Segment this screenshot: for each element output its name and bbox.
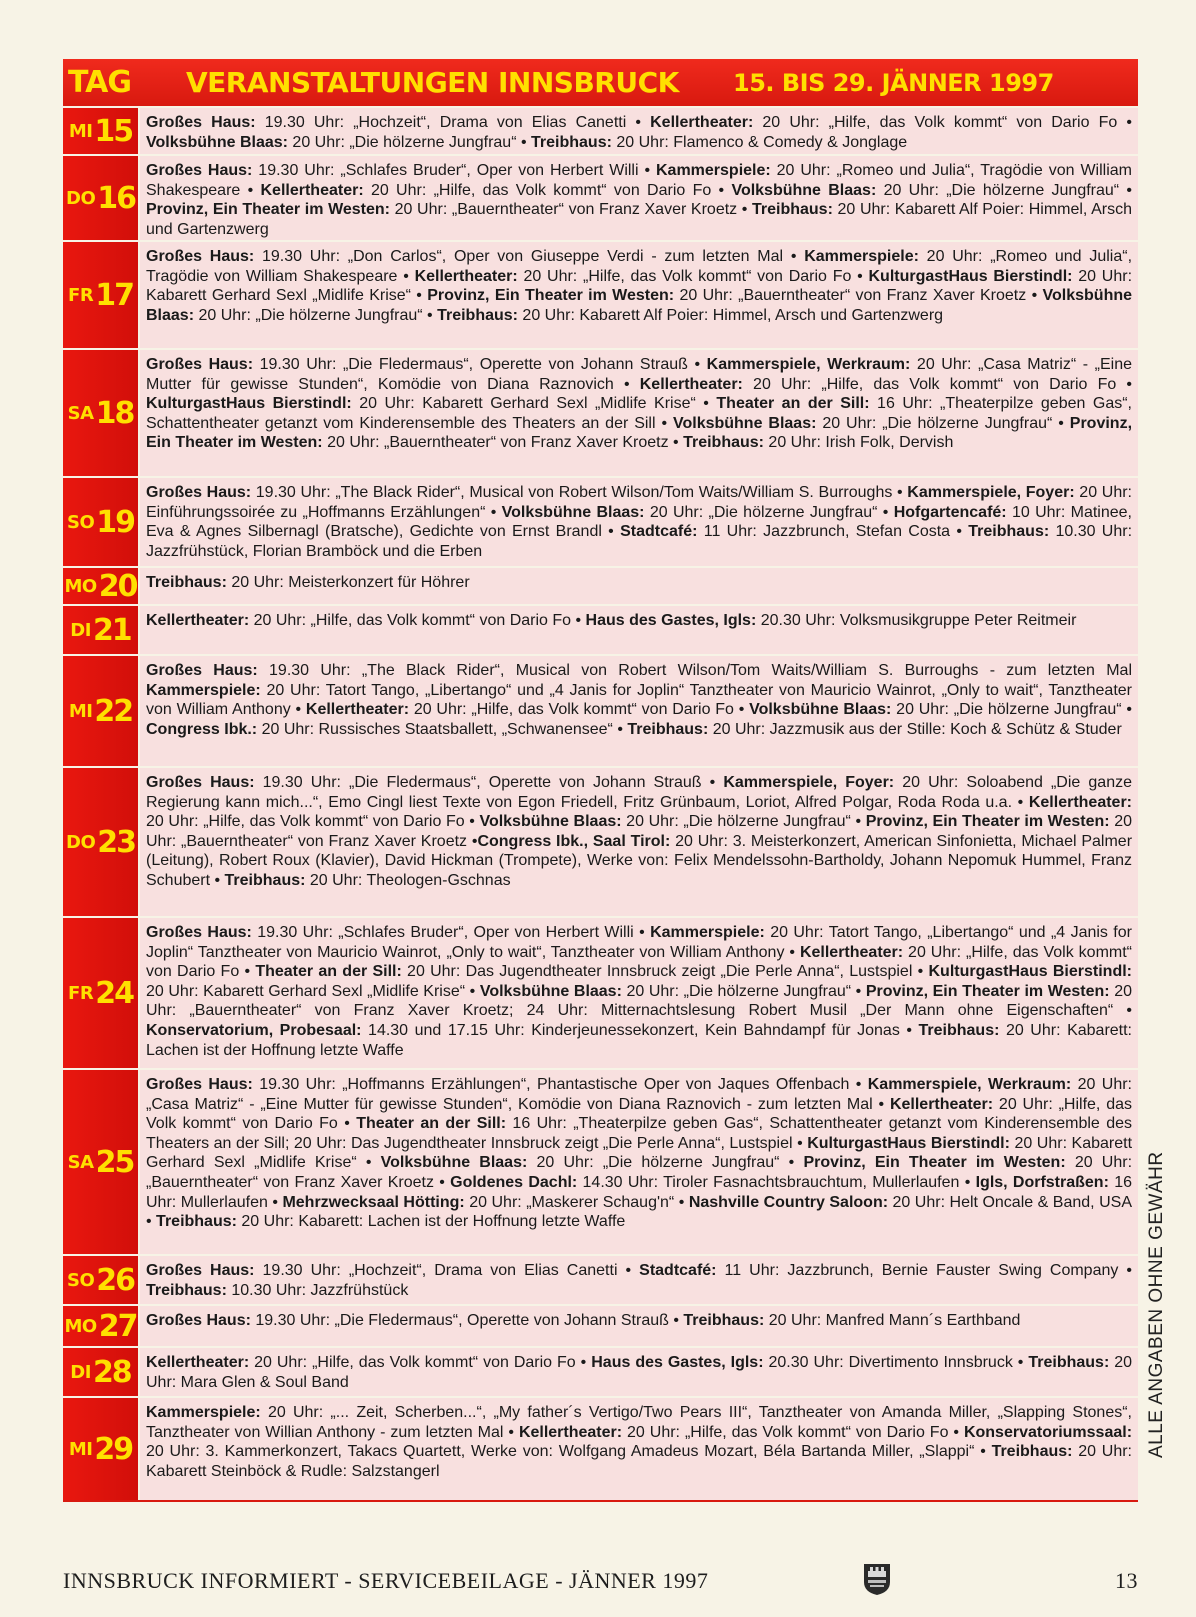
event-details: 20 Uhr: Das Jugendtheater Innsbruck zeigt „Die Perle Anna“, Lustspiel •: [401, 963, 929, 981]
weekday-abbr: MO: [64, 575, 97, 597]
venue-name: Congress Ibk., Saal Tirol:: [477, 832, 671, 850]
venue-name: Treibhaus:: [991, 1443, 1073, 1461]
day-number: 26: [96, 1262, 134, 1298]
venue-name: Großes Haus:: [146, 1312, 251, 1329]
venue-name: Treibhaus:: [752, 201, 833, 219]
event-details: 20 Uhr: Kabarett Gerhard Sexl „Midlife Krise“ •: [146, 982, 480, 1000]
venue-name: Kellertheater:: [305, 701, 410, 719]
event-details: 19.30 Uhr: „Don Carlos“, Oper von Giuseppe Verdi - zum letzten Mal •: [254, 248, 805, 265]
weekday-abbr: SO: [66, 1269, 95, 1291]
venue-name: KulturgastHaus Bierstindl:: [146, 395, 352, 413]
venue-name: Volksbühne Blaas:: [146, 133, 288, 151]
event-details: 20 Uhr: „Hilfe, das Volk kommt“ von Dario Fo •: [249, 1354, 592, 1371]
venue-name: Treibhaus:: [968, 523, 1050, 541]
event-row: [63, 1254, 1138, 1304]
venue-name: Provinz, Ein Theater im Westen:: [803, 1154, 1066, 1172]
venue-name: Konservatorium, Probesaal:: [146, 1021, 362, 1039]
event-details: 20 Uhr: Jazzmusik aus der Stille: Koch & Schütz & Studer: [708, 720, 1122, 738]
event-details: 20 Uhr: Kabarett Gerhard Sexl „Midlife Krise“ •: [146, 267, 1133, 305]
day-number: 16: [97, 180, 135, 216]
venue-name: Treibhaus:: [531, 133, 612, 151]
event-details: 20 Uhr: „... Zeit, Scherben...“, „My father´s Vertigo/Two Pears III“, Tanztheater von Amanda Miller, „Slapping Stones“, Tanztheater von Willian Anthony - zum letzten Mal •: [146, 1404, 1132, 1441]
weekday-abbr: DO: [66, 831, 96, 853]
event-listing: [138, 1306, 1138, 1346]
venue-name: Haus des Gastes, Igls:: [585, 612, 757, 629]
day-number: 18: [95, 395, 134, 431]
venue-name: Nashville Country Saloon:: [688, 1193, 889, 1211]
event-details: 20 Uhr: Kabarett: Lachen ist der Hoffnung letzte Waffe: [146, 1021, 1133, 1059]
day-number: 15: [94, 113, 133, 149]
event-details: 20 Uhr: Flamenco & Comedy & Jonglage: [611, 133, 908, 151]
day-label: [63, 1348, 138, 1396]
event-listing: [138, 918, 1138, 1068]
table-header: [63, 59, 1138, 106]
day-number: 24: [95, 975, 133, 1011]
day-label: [63, 156, 138, 240]
header-tag-label: TAG: [68, 65, 131, 100]
event-details: 20 Uhr: Tatort Tango, „Libertango“ und „4 Janis for Joplin“ Tanztheater von Mauricio Wainrot, „Only to wait“, Tanztheater von William Anthony •: [146, 681, 1132, 719]
venue-name: Volksbühne Blaas:: [672, 414, 817, 432]
venue-name: Theater an der Sill:: [255, 963, 402, 981]
venue-name: KulturgastHaus Bierstindl:: [868, 267, 1073, 285]
disclaimer-note: ALLE ANGABEN OHNE GEWÄHR: [1146, 1151, 1167, 1458]
event-listing: [138, 1070, 1138, 1254]
event-row: [63, 1396, 1138, 1500]
venue-name: Großes Haus:: [146, 924, 252, 941]
weekday-abbr: FR: [68, 982, 94, 1004]
event-details: 20 Uhr: Manfred Mann´s Earthband: [764, 1312, 1021, 1329]
event-details: 20 Uhr: „Maskerer Schaug'n“ •: [464, 1193, 689, 1211]
event-row: [63, 916, 1138, 1068]
event-details: 20 Uhr: „Die hölzerne Jungfrau“ •: [816, 414, 1070, 432]
event-listing: [138, 350, 1138, 476]
day-number: 25: [95, 1144, 134, 1180]
event-details: 20 Uhr: Theologen-Gschnas: [305, 871, 511, 889]
event-details: 20 Uhr: „Casa Matriz“ - „Eine Mutter für gewisse Stunden“, Komödie von Diana Raznovich •: [146, 356, 1132, 393]
day-number: 29: [94, 1431, 133, 1467]
event-details: 19.30 Uhr: „Die Fledermaus“, Operette von Johann Strauß •: [253, 356, 707, 373]
venue-name: Großes Haus:: [146, 662, 258, 679]
weekday-abbr: SA: [67, 402, 94, 424]
event-row: [63, 154, 1138, 240]
weekday-abbr: DI: [70, 619, 91, 641]
event-details: 20 Uhr: „Die hölzerne Jungfrau“ •: [891, 701, 1132, 719]
event-row: [63, 566, 1138, 604]
venue-name: Goldenes Dachl:: [450, 1173, 578, 1191]
venue-name: Treibhaus:: [627, 720, 709, 738]
venue-name: Kammerspiele, Foyer:: [907, 484, 1075, 501]
event-row: [63, 348, 1138, 476]
event-details: 10.30 Uhr: Jazzfrühstück: [226, 1281, 409, 1299]
event-details: 11 Uhr: Jazzbrunch, Stefan Costa •: [697, 523, 969, 541]
event-details: 20.30 Uhr: Divertimento Innsbruck •: [763, 1354, 1029, 1371]
event-details: 20 Uhr: Tatort Tango, „Libertango“ und „4 Janis for Joplin“ Tanztheater von Mauricio Wainrot, „Only to wait“, Tanztheater von William Anthony •: [146, 924, 1132, 961]
day-number: 19: [96, 504, 134, 540]
event-listing: [138, 108, 1138, 154]
venue-name: Provinz, Ein Theater im Westen:: [427, 287, 675, 305]
weekday-abbr: MI: [68, 120, 93, 142]
event-details: 20 Uhr: „Bauerntheater“ von Franz Xaver Kroetz •: [146, 1154, 1133, 1191]
event-details: 20.30 Uhr: Volksmusikgruppe Peter Reitmeir: [756, 612, 1077, 629]
event-details: 20 Uhr: Meisterkonzert für Höhrer: [226, 574, 470, 591]
day-label: [63, 1256, 138, 1304]
day-number: 28: [92, 1354, 131, 1390]
event-details: 20 Uhr: „Hilfe, das Volk kommt“ von Dario Fo •: [146, 1095, 1132, 1133]
event-details: 20 Uhr: „Die hölzerne Jungfrau“ •: [527, 1154, 804, 1172]
event-details: 20 Uhr: „Die hölzerne Jungfrau“ •: [194, 306, 438, 324]
event-details: 20 Uhr: „Die hölzerne Jungfrau“ •: [876, 181, 1133, 199]
header-title: VERANSTALTUNGEN INNSBRUCK: [186, 66, 679, 99]
event-details: 20 Uhr: Kabarett: Lachen ist der Hoffnung letzte Waffe: [236, 1213, 626, 1231]
event-row: [63, 1346, 1138, 1396]
event-details: 20 Uhr: „Bauerntheater“ von Franz Xaver Kroetz •: [322, 434, 684, 452]
event-details: 20 Uhr: „Casa Matriz“ - „Eine Mutter für gewisse Stunden“, Komödie von Diana Raznovich - zum letzten Mal •: [146, 1076, 1133, 1113]
event-details: 20 Uhr: „Hilfe, das Volk kommt“ von Dario Fo •: [249, 612, 586, 629]
day-number: 23: [97, 824, 135, 860]
event-details: 20 Uhr: „Hilfe, das Volk kommt“ von Dario Fo •: [363, 181, 732, 199]
event-details: 20 Uhr: „Hilfe, das Volk kommt“ von Dario Fo •: [146, 813, 480, 831]
event-details: 20 Uhr: Kabarett Gerhard Sexl „Midlife Krise“ •: [351, 395, 717, 413]
event-details: 16 Uhr: „Theaterpilze geben Gas“, Schattentheater getanzt vom Kinderensemble des Theaters an der Sill •: [146, 395, 1133, 432]
event-details: 11 Uhr: Jazzbrunch, Bernie Fauster Swing Company •: [716, 1262, 1132, 1279]
event-details: 19.30 Uhr: „Hochzeit“, Drama von Elias Canetti •: [255, 114, 651, 131]
venue-name: Volksbühne Blaas:: [749, 701, 892, 719]
venue-name: Treibhaus:: [437, 306, 518, 324]
event-details: 20 Uhr: „Die hölzerne Jungfrau“ •: [621, 982, 866, 1000]
event-details: 10.30 Uhr: Jazzfrühstück, Florian Bramböck und die Erben: [146, 523, 1133, 560]
event-rows: [63, 106, 1138, 1500]
event-details: 20 Uhr: Kabarett Alf Poier: Himmel, Arsch und Gartenzwerg: [517, 306, 944, 324]
venue-name: Theater an der Sill:: [716, 395, 870, 413]
footer-publication: INNSBRUCK INFORMIERT - SERVICEBEILAGE - JÄNNER 1997: [63, 1568, 709, 1593]
venue-name: Kellertheater:: [889, 1095, 994, 1113]
venue-name: Kammerspiele, Werkraum:: [706, 356, 911, 373]
page-number: 13: [1115, 1568, 1138, 1593]
venue-name: Kellertheater:: [650, 114, 754, 131]
venue-name: Großes Haus:: [146, 248, 255, 265]
header-dates: 15. BIS 29. JÄNNER 1997: [733, 68, 1054, 97]
venue-name: Kammerspiele:: [650, 924, 765, 941]
day-label: [63, 768, 138, 916]
weekday-abbr: DO: [66, 187, 96, 209]
venue-name: KulturgastHaus Bierstindl:: [928, 963, 1132, 981]
venue-name: Stadtcafé:: [639, 1262, 717, 1279]
day-number: 21: [92, 612, 131, 648]
venue-name: Großes Haus:: [146, 162, 253, 179]
event-row: [63, 240, 1138, 348]
event-details: 20 Uhr: „Bauerntheater“ von Franz Xaver Kroetz •: [390, 201, 752, 219]
event-listing: [138, 768, 1138, 916]
event-details: 20 Uhr: „Die hölzerne Jungfrau“ •: [621, 813, 866, 831]
event-details: 19.30 Uhr: „Schlafes Bruder“, Oper von Herbert Willi •: [251, 924, 651, 941]
event-details: 20 Uhr: 3. Kammerkonzert, Takacs Quartett, Werke von: Wolfgang Amadeus Mozart, Béla Bartanda Miller, „Slappi“ •: [146, 1443, 992, 1461]
event-details: 20 Uhr: Einführungssoirée zu „Hoffmanns Erzählungen“ •: [146, 484, 1132, 521]
event-listing: [138, 478, 1138, 566]
venue-name: Provinz, Ein Theater im Westen:: [146, 201, 391, 219]
event-listing: [138, 242, 1138, 348]
venue-name: Treibhaus:: [683, 1312, 765, 1329]
venue-name: Volksbühne Blaas:: [380, 1154, 528, 1172]
venue-name: Kammerspiele:: [656, 162, 771, 179]
venue-name: Theater an der Sill:: [356, 1115, 507, 1133]
venue-name: Volksbühne Blaas:: [479, 813, 622, 831]
day-label: [63, 108, 138, 154]
venue-name: Großes Haus:: [146, 484, 252, 501]
venue-name: Volksbühne Blaas:: [479, 982, 622, 1000]
venue-name: Treibhaus:: [224, 871, 306, 889]
venue-name: Großes Haus:: [146, 114, 256, 131]
event-listing: [138, 606, 1138, 654]
day-label: [63, 242, 138, 348]
event-details: 20 Uhr: Kabarett Alf Poier: Himmel, Arsch und Gartenzwerg: [146, 201, 1133, 238]
event-details: 14.30 und 17.15 Uhr: Kinderjeunessekonzert, Kein Bahndampf für Jonas •: [361, 1021, 919, 1039]
venue-name: Großes Haus:: [146, 356, 254, 373]
event-details: 20 Uhr: Russisches Staatsballett, „Schwanensee“ •: [257, 720, 628, 738]
venue-name: Treibhaus:: [1028, 1354, 1110, 1371]
weekday-abbr: DI: [70, 1361, 91, 1383]
weekday-abbr: FR: [68, 284, 94, 306]
weekday-abbr: SO: [66, 511, 95, 533]
venue-name: Großes Haus:: [146, 1262, 255, 1279]
weekday-abbr: SA: [67, 1151, 94, 1173]
event-details: 19.30 Uhr: „Die Fledermaus“, Operette von Johann Strauß •: [254, 774, 724, 791]
weekday-abbr: MO: [64, 1315, 97, 1337]
event-row: [63, 1304, 1138, 1346]
venue-name: Kammerspiele:: [804, 248, 919, 265]
day-label: [63, 1070, 138, 1254]
event-listing: [138, 656, 1138, 766]
venue-name: Mehrzwecksaal Hötting:: [282, 1193, 465, 1211]
venue-name: Kellertheater:: [1028, 793, 1132, 811]
venue-name: Treibhaus:: [146, 574, 227, 591]
event-listing: [138, 568, 1138, 604]
day-label: [63, 656, 138, 766]
day-number: 27: [98, 1308, 137, 1344]
day-label: [63, 568, 138, 604]
event-details: 20 Uhr: „Romeo und Julia“, Tragödie von William Shakespeare •: [146, 162, 1132, 199]
event-details: 20 Uhr: „Romeo und Julia“, Tragödie von William Shakespeare •: [146, 248, 1133, 285]
event-row: [63, 604, 1138, 654]
event-details: 20 Uhr: 3. Meisterkonzert, American Sinfonietta, Michael Palmer (Leitung), Robert Roux (Klavier), David Hickman (Trompete), Werke von: Felix Mendelssohn-Bartholdy, Johann Nepomuk Hummel, Franz Schubert •: [146, 832, 1133, 889]
weekday-abbr: MI: [68, 700, 93, 722]
event-details: 20 Uhr: „Bauerntheater“ von Franz Xaver Kroetz •: [674, 287, 1043, 305]
venue-name: Kellertheater:: [518, 1423, 623, 1441]
venue-name: Konservatoriumssaal:: [963, 1423, 1133, 1441]
event-details: 20 Uhr: Mara Glen & Soul Band: [146, 1354, 1133, 1391]
event-details: 20 Uhr: „Hilfe, das Volk kommt“ von Dario Fo •: [753, 114, 1133, 131]
event-listing: [138, 1398, 1138, 1500]
event-details: 20 Uhr: „Hilfe, das Volk kommt“ von Dario Fo •: [742, 375, 1132, 393]
event-details: 20 Uhr: „Bauerntheater“ von Franz Xaver Kroetz; 24 Uhr: Mitternachtslesung Robert Musil „Der Mann ohne Eigenschaften“ •: [146, 982, 1133, 1020]
event-row: [63, 766, 1138, 916]
event-details: 20 Uhr: „Hilfe, das Volk kommt“ von Dario Fo •: [409, 701, 750, 719]
event-details: 19.30 Uhr: „Schlafes Bruder“, Oper von Herbert Willi •: [252, 162, 656, 179]
event-details: 20 Uhr: „Die hölzerne Jungfrau“ •: [287, 133, 532, 151]
venue-name: Kellertheater:: [260, 181, 364, 199]
weekday-abbr: MI: [68, 1438, 93, 1460]
venue-name: Treibhaus:: [918, 1021, 1000, 1039]
venue-name: Treibhaus:: [146, 1281, 227, 1299]
event-row: [63, 476, 1138, 566]
event-listing: [138, 1256, 1138, 1304]
venue-name: Kellertheater:: [146, 612, 250, 629]
venue-name: Kellertheater:: [146, 1354, 250, 1371]
event-details: 20 Uhr: Helt Oncale & Band, USA •: [146, 1193, 1132, 1231]
event-details: 19.30 Uhr: „Hoffmanns Erzählungen“, Phantastische Oper von Jaques Offenbach •: [252, 1076, 868, 1093]
event-details: 20 Uhr: Kabarett Steinböck & Rudle: Salzstangerl: [146, 1443, 1132, 1480]
venue-name: Kellertheater:: [799, 943, 904, 961]
venue-name: KulturgastHaus Bierstindl:: [807, 1134, 1010, 1152]
venue-name: Kammerspiele, Werkraum:: [867, 1076, 1072, 1093]
event-details: 20 Uhr: Soloabend „Die ganze Regierung kann mich...“, Emo Cingl liest Texte von Egon Friedell, Fritz Grünbaum, Loriot, Alfred Polgar, Roda Roda u.a. •: [146, 774, 1132, 811]
venue-name: Kammerspiele, Foyer:: [723, 774, 895, 791]
venue-name: Provinz, Ein Theater im Westen:: [865, 813, 1110, 831]
venue-name: Treibhaus:: [156, 1213, 237, 1231]
day-label: [63, 350, 138, 476]
venue-name: Haus des Gastes, Igls:: [591, 1354, 764, 1371]
event-details: 19.30 Uhr: „The Black Rider“, Musical von Robert Wilson/Tom Waits/William S. Burroughs - zum letzten Mal: [257, 662, 1132, 679]
event-details: 19.30 Uhr: „The Black Rider“, Musical von Robert Wilson/Tom Waits/William S. Burroughs •: [251, 484, 908, 501]
event-row: [63, 106, 1138, 154]
venue-name: Volksbühne Blaas:: [501, 503, 645, 521]
venue-name: Großes Haus:: [146, 1076, 253, 1093]
venue-name: Provinz, Ein Theater im Westen:: [865, 982, 1110, 1000]
venue-name: Volksbühne Blaas:: [146, 287, 1133, 324]
day-number: 22: [94, 693, 133, 729]
day-label: [63, 918, 138, 1068]
venue-name: Großes Haus:: [146, 774, 255, 791]
venue-name: Igls, Dorfstraßen:: [975, 1173, 1109, 1191]
events-table: [63, 59, 1138, 1502]
event-details: 20 Uhr: „Hilfe, das Volk kommt“ von Dario Fo •: [517, 267, 869, 285]
event-details: 19.30 Uhr: „Die Fledermaus“, Operette von Johann Strauß •: [250, 1312, 684, 1329]
day-number: 17: [95, 277, 133, 313]
venue-name: Hofgartencafé:: [893, 503, 1007, 521]
event-details: 10 Uhr: Matinee, Eva & Agnes Silbernagl (Bratsche), Gedichte von Ernst Brandl •: [146, 503, 1132, 541]
day-number: 20: [98, 568, 137, 604]
venue-name: Kammerspiele:: [146, 1404, 261, 1421]
event-listing: [138, 156, 1138, 240]
venue-name: Congress Ibk.:: [146, 720, 258, 738]
event-details: 19.30 Uhr: „Hochzeit“, Drama von Elias Canetti •: [254, 1262, 640, 1279]
venue-name: Stadtcafé:: [620, 523, 698, 541]
event-row: [63, 654, 1138, 766]
event-details: 20 Uhr: „Hilfe, das Volk kommt“ von Dario Fo •: [622, 1423, 964, 1441]
day-label: [63, 606, 138, 654]
venue-name: Kellertheater:: [414, 267, 518, 285]
venue-name: Kammerspiele:: [146, 681, 261, 699]
venue-name: Provinz, Ein Theater im Westen:: [146, 414, 1133, 452]
venue-name: Treibhaus:: [683, 434, 764, 452]
event-details: 20 Uhr: „Bauerntheater“ von Franz Xaver Kroetz •: [146, 813, 1133, 850]
event-details: 16 Uhr: Mullerlaufen •: [146, 1173, 1132, 1211]
event-listing: [138, 1348, 1138, 1396]
page-footer: [63, 1565, 1138, 1595]
event-details: 20 Uhr: „Die hölzerne Jungfrau“ •: [644, 503, 894, 521]
event-details: 20 Uhr: Kabarett Gerhard Sexl „Midlife Krise“ •: [146, 1134, 1133, 1172]
event-details: 20 Uhr: „Hilfe, das Volk kommt“ von Dario Fo •: [146, 943, 1132, 981]
innsbruck-coat-of-arms-icon: [862, 1562, 892, 1596]
event-details: 14.30 Uhr: Tiroler Fasnachtsbrauchtum, Mullerlaufen •: [577, 1173, 976, 1191]
bottom-rule: [63, 1500, 1138, 1502]
event-row: [63, 1068, 1138, 1254]
event-details: 20 Uhr: Irish Folk, Dervish: [763, 434, 954, 452]
event-details: 16 Uhr: „Theaterpilze geben Gas“, Schattentheater getanzt vom Kinderensemble des Theaters an der Sill; 20 Uhr: Das Jugendtheater Innsbruck zeigt „Die Perle Anna“, Lustspiel •: [146, 1115, 1133, 1152]
day-label: [63, 1306, 138, 1346]
venue-name: Volksbühne Blaas:: [731, 181, 877, 199]
venue-name: Kellertheater:: [639, 375, 743, 393]
day-label: [63, 1398, 138, 1500]
day-label: [63, 478, 138, 566]
